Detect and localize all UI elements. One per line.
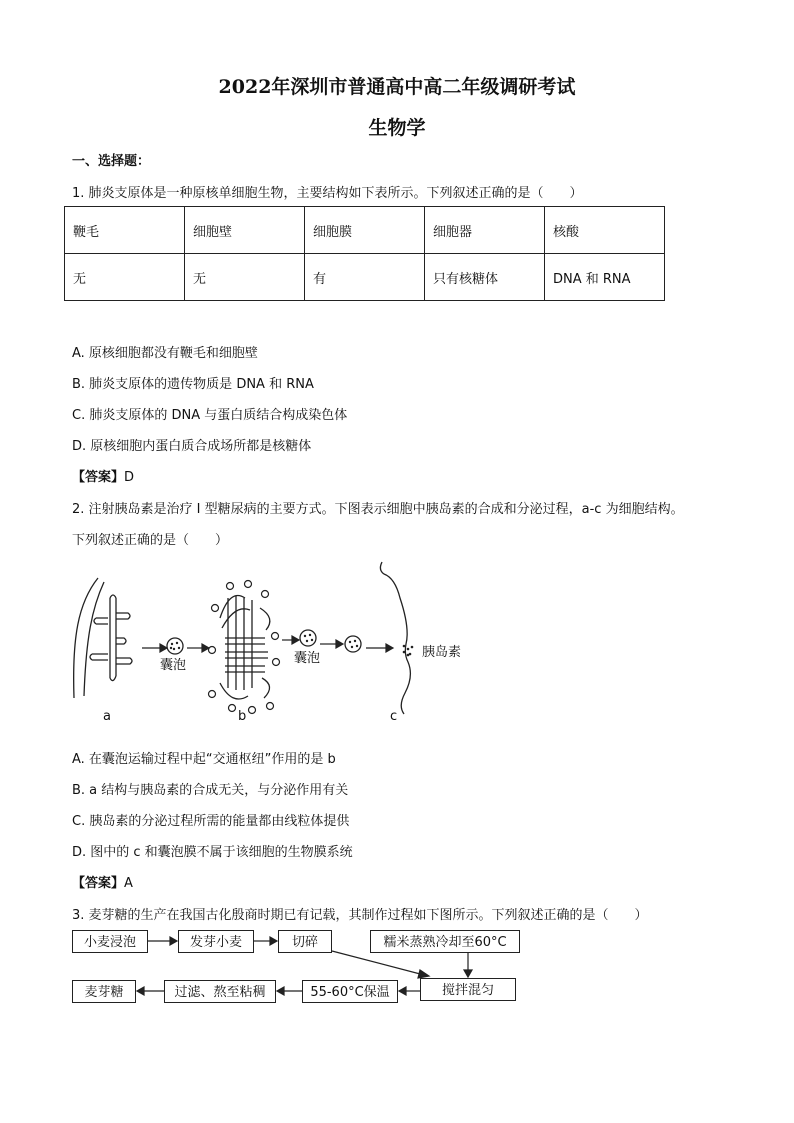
q2-option-c: C. 胰岛素的分泌过程所需的能量都由线粒体提供 <box>72 814 350 829</box>
table-header-cell: 鞭毛 <box>65 207 185 254</box>
q1-option-b: B. 肺炎支原体的遗传物质是 DNA 和 RNA <box>72 377 314 392</box>
table-cell: DNA 和 RNA <box>545 254 665 301</box>
table-cell: 只有核糖体 <box>425 254 545 301</box>
arrow <box>137 987 164 995</box>
flow-step-chop: 切碎 <box>278 930 332 953</box>
table-header-cell: 细胞器 <box>425 207 545 254</box>
table-cell: 无 <box>185 254 305 301</box>
vesicle-label-2: 囊泡 <box>294 651 321 666</box>
table-header-cell: 细胞膜 <box>305 207 425 254</box>
arrow <box>332 951 429 978</box>
arrow <box>277 987 302 995</box>
answer-tag: 【答案】 <box>72 470 125 485</box>
arrow <box>399 987 420 995</box>
q2-option-d: D. 图中的 c 和囊泡膜不属于该细胞的生物膜系统 <box>72 845 353 860</box>
q2-option-a: A. 在囊泡运输过程中起“交通枢纽”作用的是 b <box>72 752 336 767</box>
label-c: c <box>390 709 398 724</box>
q2-stem-line2: 下列叙述正确的是（ ） <box>72 533 229 548</box>
label-a: a <box>103 709 111 724</box>
insulin-label: 胰岛素 <box>422 645 462 660</box>
q2-stem-line1: 2. 注射胰岛素是治疗 I 型糖尿病的主要方式。下图表示细胞中胰岛素的合成和分泌过程，a-c 为细胞结构。 <box>72 502 684 517</box>
flow-step-soak: 小麦浸泡 <box>72 930 148 953</box>
table-cell: 无 <box>65 254 185 301</box>
q1-stem: 1. 肺炎支原体是一种原核单细胞生物，主要结构如下表所示。下列叙述正确的是（ ） <box>72 186 583 201</box>
arrow <box>464 953 472 977</box>
page-title: 2022年深圳市普通高中高二年级调研考试 <box>218 76 576 98</box>
q1-option-c: C. 肺炎支原体的 DNA 与蛋白质结合构成染色体 <box>72 408 348 423</box>
flow-step-rice: 糯米蒸熟冷却至60°C <box>370 930 520 953</box>
q3-stem: 3. 麦芽糖的生产在我国古化殷商时期已有记载，其制作过程如下图所示。下列叙述正确的是（ ） <box>72 908 648 923</box>
answer-value: A <box>124 876 133 891</box>
q1-option-d: D. 原核细胞内蛋白质合成场所都是核糖体 <box>72 439 312 454</box>
q2-option-b: B. a 结构与胰岛素的合成无关，与分泌作用有关 <box>72 783 349 798</box>
vesicle-label-1: 囊泡 <box>160 658 187 673</box>
q1-option-a: A. 原核细胞都没有鞭毛和细胞壁 <box>72 346 258 361</box>
flow-step-sprout: 发芽小麦 <box>178 930 254 953</box>
subject-title: 生物学 <box>368 117 426 139</box>
table-header-cell: 核酸 <box>545 207 665 254</box>
section-heading: 一、选择题： <box>72 154 151 169</box>
table-header-cell: 细胞壁 <box>185 207 305 254</box>
arrow <box>254 937 277 945</box>
flow-step-maltose: 麦芽糖 <box>72 980 136 1003</box>
flow-step-mix: 搅拌混匀 <box>420 978 516 1001</box>
flow-step-filter: 过滤、熬至粘稠 <box>164 980 276 1003</box>
flow-step-keepwarm: 55-60°C保温 <box>302 980 398 1003</box>
arrow <box>148 937 177 945</box>
answer-value: D <box>124 470 135 485</box>
label-b: b <box>238 709 247 724</box>
answer-tag: 【答案】 <box>72 876 125 891</box>
table-cell: 有 <box>305 254 425 301</box>
